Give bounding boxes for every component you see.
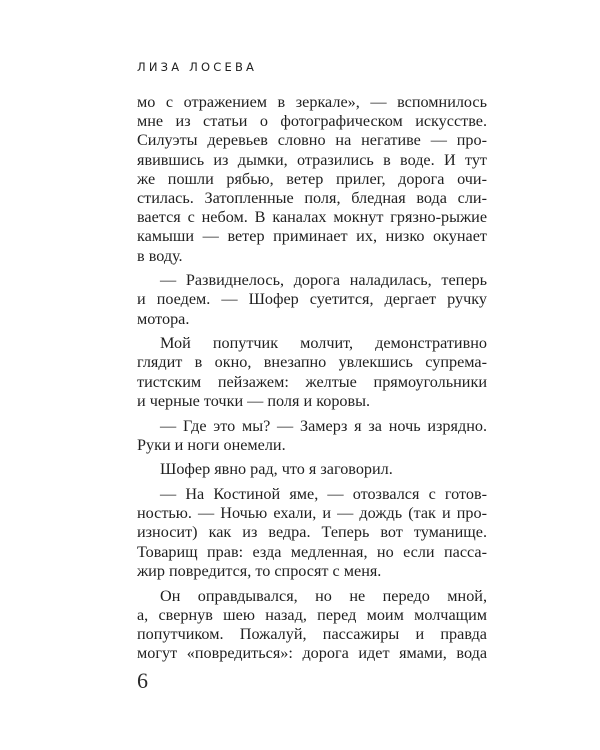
paragraph [137, 460, 487, 479]
paragraph [137, 271, 487, 329]
text-line: вается с небом. В каналах мокнут грязно-рыжие [137, 208, 487, 227]
text-line: а, свернув шею назад, перед моим молчащим [137, 605, 487, 624]
text-line: Он оправдывался, но не передо мной, [160, 586, 487, 605]
text-line: тистским пейзажем: желтые прямоугольники [137, 372, 487, 391]
text-line: в воду. [137, 246, 183, 265]
text-line: и поедем. — Шофер суетится, дергает ручку [137, 290, 487, 309]
paragraph [137, 587, 487, 664]
paragraph [137, 417, 487, 455]
text-line: Шофер явно рад, что я заговорил. [160, 460, 393, 479]
text-line: Товарищ прав: езда медленная, но если пасса- [137, 542, 487, 561]
running-head: ЛИЗА ЛОСЕВА [137, 60, 258, 74]
text-line: и черные точки — поля и коровы. [137, 391, 371, 410]
text-line: могут «повредиться»: дорога идет ямами, вода [137, 644, 487, 663]
text-line: — Где это мы? — Замерз я за ночь изрядно. [160, 416, 487, 435]
text-line: Силуэты деревьев словно на негативе — про- [137, 131, 487, 150]
text-line: глядит в окно, внезапно увлекшись супрема- [137, 353, 487, 372]
text-line: мо с отражением в зеркале», — вспомнилось [137, 93, 487, 111]
text-line: попутчиком. Пожалуй, пассажиры и правда [137, 624, 487, 643]
text-line: — На Костиной яме, — отозвался с готов- [160, 485, 487, 504]
text-line: износит) как из ведра. Теперь вот туманище. [137, 523, 487, 542]
text-line: же пошли рябью, ветер прилег, дорога очи- [137, 169, 487, 188]
text-line: явившись из дымки, отразились в воде. И тут [137, 150, 487, 169]
page-number: 6 [137, 668, 148, 693]
text-line: ностью. — Ночью ехали, и — дождь (так и про- [137, 504, 487, 523]
paragraph [137, 485, 487, 581]
text-line: мотора. [137, 309, 190, 328]
text-line: Руки и ноги онемели. [137, 435, 286, 454]
text-line: стилась. Затопленные поля, бледная вода сли- [137, 188, 487, 207]
paragraph [137, 93, 487, 266]
text-line: — Развиднелось, дорога наладилась, теперь [160, 271, 487, 290]
text-line: камыши — ветер приминает их, низко окунает [137, 227, 487, 246]
text-line: жир повредится, то спросят с меня. [137, 561, 382, 580]
text-line: Мой попутчик молчит, демонстративно [160, 334, 487, 353]
body-text [137, 93, 487, 663]
text-line: мне из статьи о фотографическом искусстве. [137, 112, 487, 131]
paragraph [137, 334, 487, 411]
